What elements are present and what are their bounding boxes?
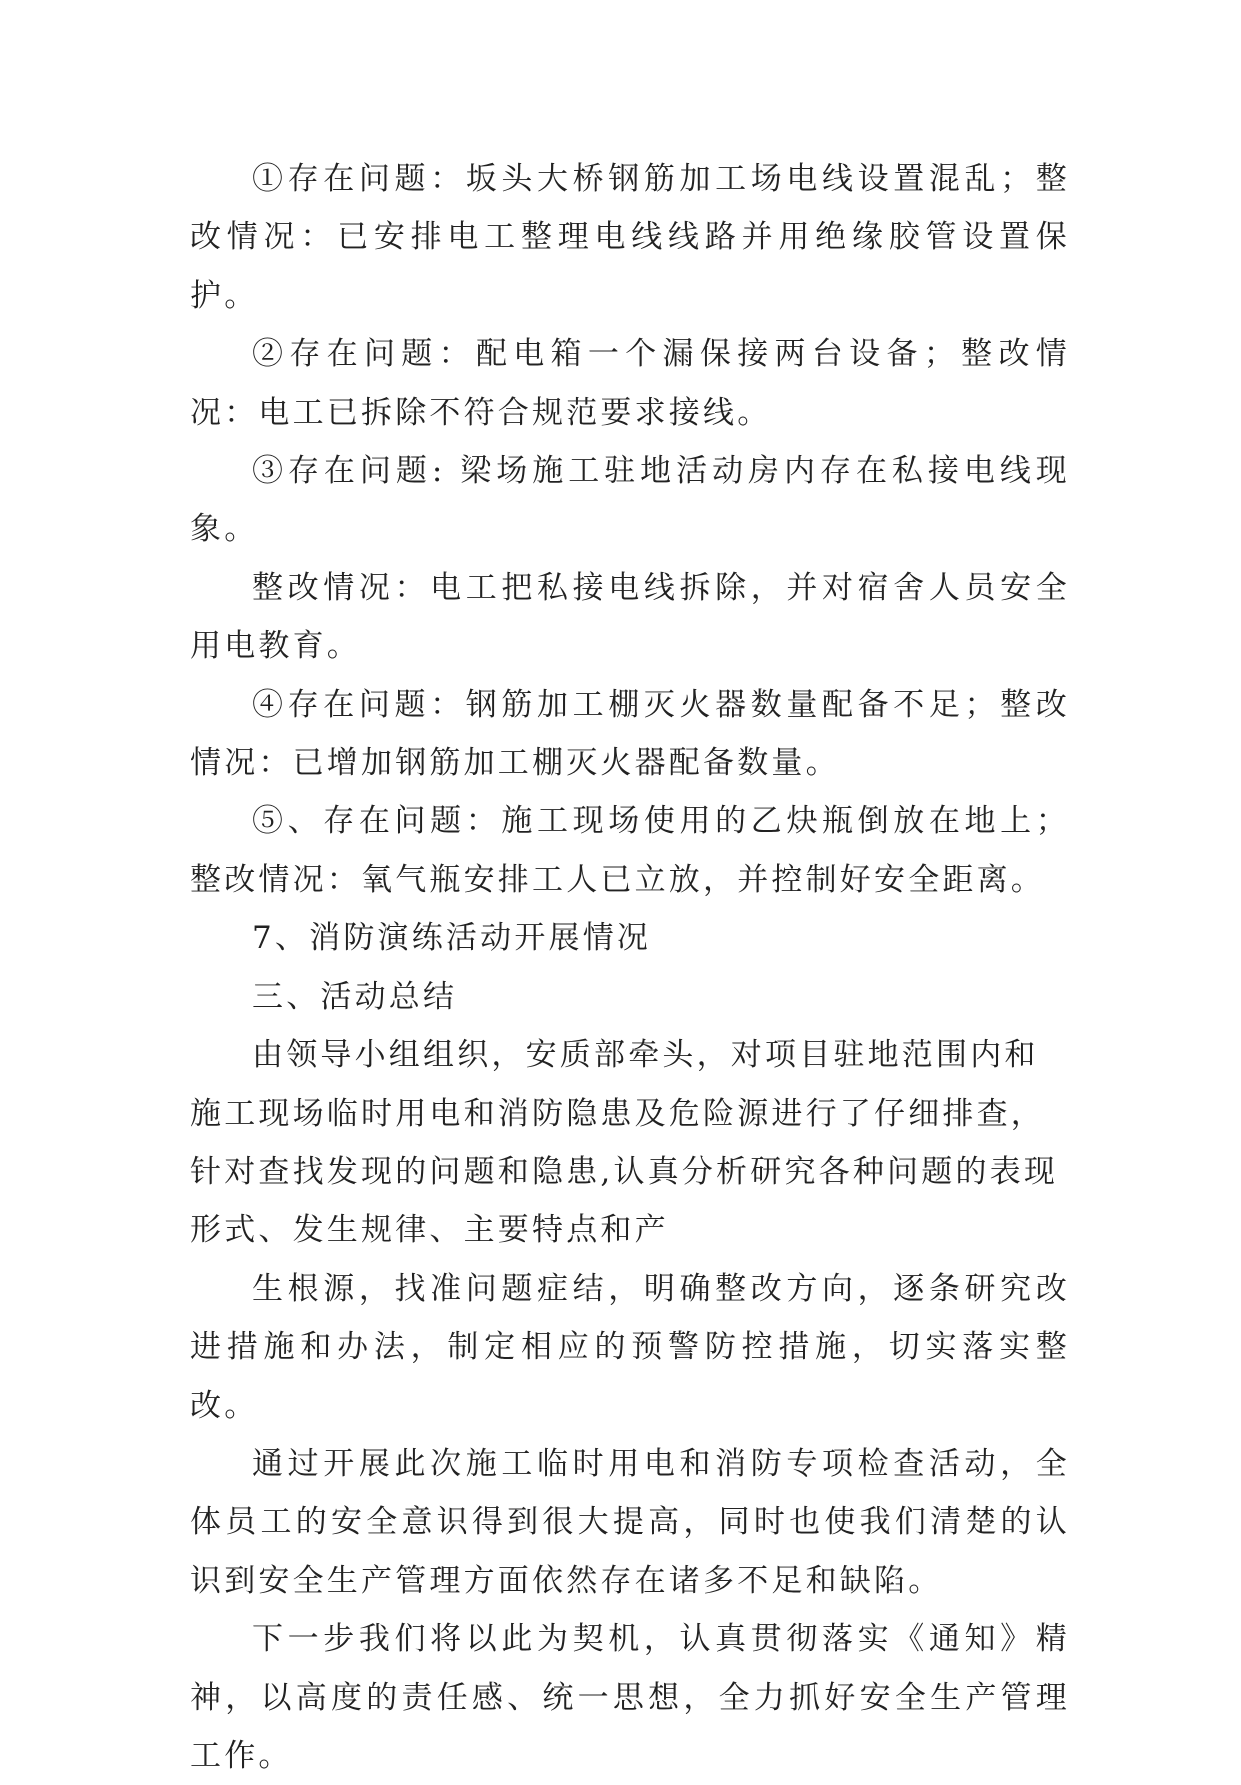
paragraph-summary-3: 通过开展此次施工临时用电和消防专项检查活动，全体员工的安全意识得到很大提高，同时也使我们清楚的认识到安全生产管理方面依然存在诸多不足和缺陷。 (190, 1445, 1070, 1599)
paragraph-summary-4: 下一步我们将以此为契机，认真贯彻落实《通知》精神，以高度的责任感、统一思想，全力抓好安全生产管理工作。 (190, 1621, 1070, 1774)
section-heading-summary: 三、活动总结 (252, 978, 458, 1015)
paragraph-summary-2: 生根源，找准问题症结，明确整改方向，逐条研究改进措施和办法，制定相应的预警防控措施，切实落实整改。 (190, 1270, 1070, 1424)
paragraph-issue-1: ①存在问题：坂头大桥钢筋加工场电线设置混乱；整改情况：已安排电工整理电线线路并用绝缘胶管设置保护。 (190, 161, 1070, 314)
section-heading-drill: 7、消防演练活动开展情况 (252, 920, 652, 957)
paragraph-issue-4: ④存在问题：钢筋加工棚灭火器数量配备不足；整改情况：已增加钢筋加工棚灭火器配备数量。 (190, 686, 1070, 782)
document-body (190, 150, 1070, 1785)
paragraph-issue-3-fix: 整改情况：电工把私接电线拆除，并对宿舍人员安全用电教育。 (190, 569, 1070, 665)
paragraph-issue-5: ⑤、存在问题：施工现场使用的乙炔瓶倒放在地上；整改情况：氧气瓶安排工人已立放，并控制好安全距离。 (190, 803, 1070, 898)
paragraph-summary-1: 由领导小组组织，安质部牵头，对项目驻地范围内和施工现场临时用电和消防隐患及危险源进行了仔细排查，针对查找发现的问题和隐患,认真分析研究各种问题的表现形式、发生规律、主要特点和产 (190, 1037, 1059, 1249)
paragraph-issue-3: ③存在问题: 梁场施工驻地活动房内存在私接电线现象。 (190, 453, 1070, 548)
paragraph-issue-2: ②存在问题：配电箱一个漏保接两台设备；整改情况：电工已拆除不符合规范要求接线。 (190, 336, 1070, 431)
